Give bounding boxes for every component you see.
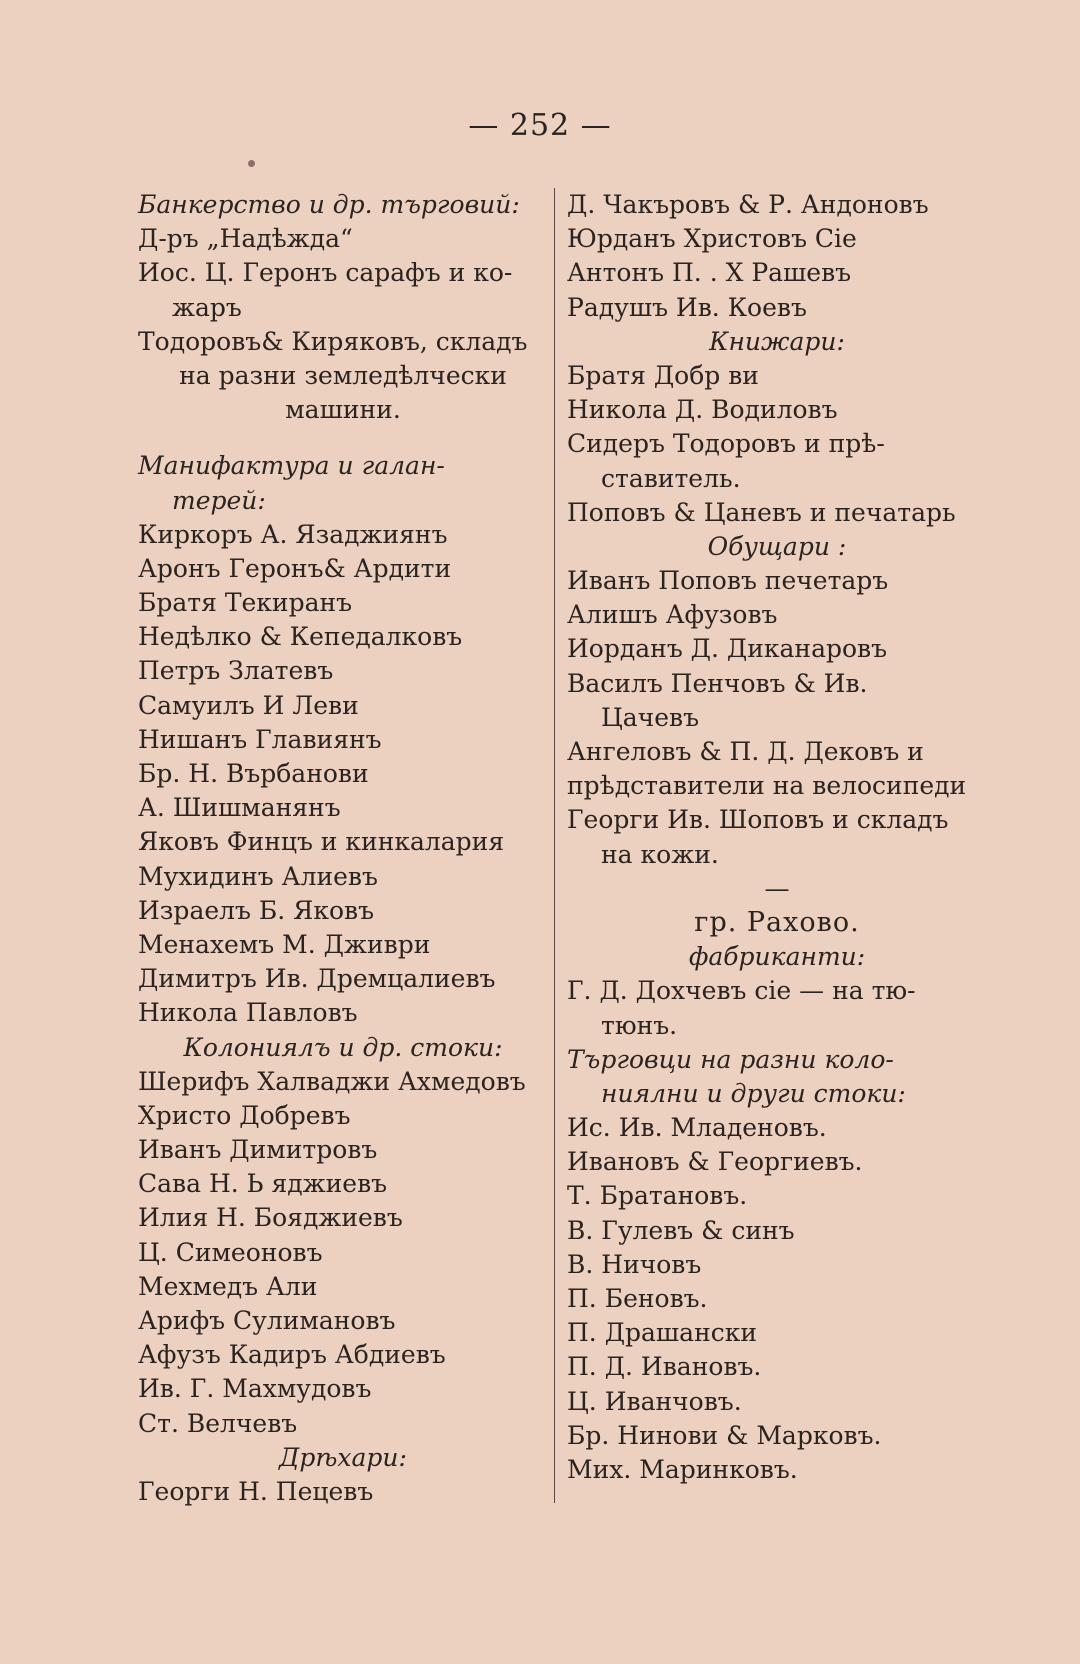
list-item: Илия Н. Бояджиевъ <box>138 1203 403 1233</box>
list-item: ставитель. <box>601 463 741 493</box>
city-heading: гр. Рахово. <box>694 906 860 938</box>
list-item: Цачевъ <box>601 702 700 732</box>
left-column <box>138 188 548 1509</box>
list-item: Димитръ Ив. Дремцалиевъ <box>138 964 496 994</box>
list-item: Братя Текиранъ <box>138 588 353 618</box>
section-heading: Обущари : <box>707 531 847 561</box>
list-item: Д-ръ „Надѣжда“ <box>138 224 353 254</box>
list-item: Иванъ Димитровъ <box>138 1135 378 1165</box>
right-column <box>567 188 987 1487</box>
list-item: П. Беновъ. <box>567 1284 708 1313</box>
list-item: на кожи. <box>601 839 719 869</box>
list-item: Мехмедъ Али <box>138 1271 318 1301</box>
page-number: — 252 — <box>468 108 612 143</box>
list-item: Тодоровъ& Киряковъ, складъ <box>138 326 528 356</box>
list-item: Братя Добр ви <box>567 360 759 390</box>
list-item: жаръ <box>172 292 242 322</box>
list-item: Ис. Ив. Младеновъ. <box>567 1113 827 1143</box>
section-heading: Колониялъ и др. стоки: <box>183 1032 503 1062</box>
list-item: Василъ Пенчовъ & Ив. <box>567 668 868 698</box>
list-item: тюнъ. <box>601 1010 678 1040</box>
list-item: машини. <box>285 395 401 425</box>
list-item: Менахемъ М. Дживри <box>138 929 431 959</box>
list-item: Никола Д. Водиловъ <box>567 395 838 425</box>
ink-speck <box>248 160 255 167</box>
separator-dash: — <box>764 873 790 903</box>
list-item: Петръ Златевъ <box>138 656 334 686</box>
list-item: Сава Н. Ь яджиевъ <box>138 1169 388 1199</box>
list-item: Г. Д. Дохчевъ cie — на тю- <box>567 976 916 1006</box>
section-heading: Манифактура и галан- <box>138 451 445 481</box>
list-item: Мих. Маринковъ. <box>567 1454 798 1484</box>
section-heading: Банкерство и др. търговий: <box>138 190 520 219</box>
list-item: Антонъ П. . Х Рашевъ <box>567 258 852 288</box>
list-item: Христо Добревъ <box>138 1100 351 1130</box>
list-item: Поповъ & Цаневъ и печатарь <box>567 497 956 527</box>
list-item: П. Д. Ивановъ. <box>567 1352 762 1382</box>
list-item: Афузъ Кадиръ Абдиевъ <box>138 1340 446 1370</box>
list-item: Мухидинъ Алиевъ <box>138 861 378 891</box>
list-item: на разни земледѣлчески <box>179 360 507 390</box>
list-item: Д. Чакъровъ & Р. Андоновъ <box>567 190 929 219</box>
section-heading: Търговци на разни коло- <box>567 1044 894 1074</box>
list-item: Никола Павловъ <box>138 998 358 1028</box>
list-item: Георги Н. Пецевъ <box>138 1476 374 1506</box>
list-item: Нишанъ Главиянъ <box>138 724 382 754</box>
section-heading: Книжари: <box>709 326 845 356</box>
spacer <box>138 427 548 449</box>
list-item: Ц. Иванчовъ. <box>567 1386 742 1416</box>
list-item: Яковъ Финцъ и кинкалария <box>138 827 505 857</box>
list-item: Алишъ Афузовъ <box>567 600 778 630</box>
list-item: прѣдставители на велосипеди <box>567 771 967 801</box>
list-item: Ив. Г. Махмудовъ <box>138 1374 372 1404</box>
section-heading: фабриканти: <box>688 942 866 972</box>
list-item: Т. Братановъ. <box>567 1181 748 1211</box>
list-item: Бр. Н. Върбанови <box>138 759 369 788</box>
list-item: Иванъ Поповъ печетаръ <box>567 566 889 596</box>
list-item: Недѣлко & Кепедалковъ <box>138 622 463 652</box>
list-item: Георги Ив. Шоповъ и складъ <box>567 805 949 835</box>
list-item: Израелъ Б. Яковъ <box>138 895 374 925</box>
column-divider <box>554 188 555 1503</box>
list-item: Радушъ Ив. Коевъ <box>567 292 807 322</box>
list-item: Бр. Нинови & Марковъ. <box>567 1420 882 1450</box>
list-item: Аронъ Геронъ& Ардити <box>138 553 452 583</box>
list-item: Ц. Симеоновъ <box>138 1237 323 1267</box>
section-heading: ниялни и други стоки: <box>601 1078 906 1108</box>
list-item: Ивановъ & Георгиевъ. <box>567 1147 863 1177</box>
list-item: П. Драшански <box>567 1318 758 1348</box>
list-item: А. Шишманянъ <box>138 793 341 823</box>
list-item: Шерифъ Халваджи Ахмедовъ <box>138 1066 526 1096</box>
list-item: Ангеловъ & П. Д. Дековъ и <box>567 737 924 766</box>
list-item: В. Гулевъ & синъ <box>567 1215 795 1245</box>
list-item: Юрданъ Христовъ Cie <box>567 224 857 254</box>
list-item: Сидеръ Тодоровъ и прѣ- <box>567 429 885 459</box>
list-item: В. Ничовъ <box>567 1249 702 1279</box>
section-heading: терей: <box>172 485 266 515</box>
list-item: Самуилъ И Леви <box>138 690 359 720</box>
list-item: Ст. Велчевъ <box>138 1408 298 1438</box>
section-heading: Дрѣхари: <box>279 1442 407 1472</box>
list-item: Иорданъ Д. Диканаровъ <box>567 634 888 664</box>
list-item: Киркоръ А. Язаджиянъ <box>138 519 448 549</box>
list-item: Иос. Ц. Геронъ сарафъ и ко- <box>138 258 513 288</box>
list-item: Арифъ Сулимановъ <box>138 1306 396 1335</box>
